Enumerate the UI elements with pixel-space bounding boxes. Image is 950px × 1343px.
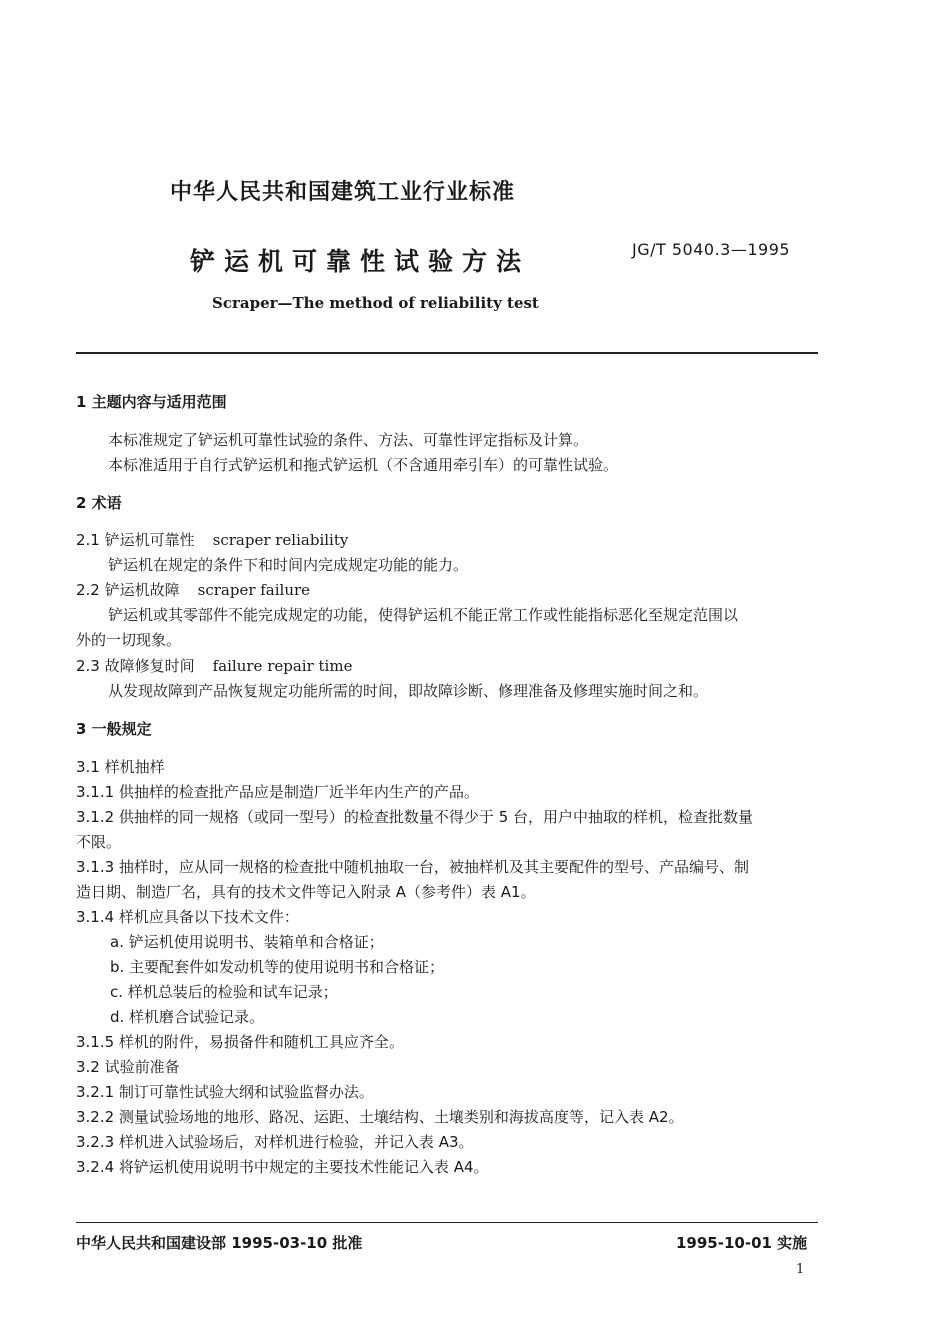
clause-3-1-4-item-a: a. 铲运机使用说明书、装箱单和合格证； (110, 933, 384, 951)
clause-3-2: 3.2 试验前准备 (76, 1058, 180, 1076)
clause-3-1-2-line-1: 3.1.2 供抽样的同一规格（或同一型号）的检查批数量不得少于 5 台，用户中抽取的样机，检查批数量 (76, 808, 754, 826)
section-1-paragraph-2: 本标准适用于自行式铲运机和拖式铲运机（不含通用牵引车）的可靠性试验。 (108, 456, 619, 474)
approval-date: 中华人民共和国建设部 1995-03-10 批准 (76, 1234, 363, 1252)
term-2-1-definition: 铲运机在规定的条件下和时间内完成规定功能的能力。 (108, 556, 469, 574)
term-2-3-heading: 2.3 故障修复时间 (76, 657, 195, 675)
clause-3-1: 3.1 样机抽样 (76, 758, 165, 776)
page-number: 1 (796, 1262, 805, 1277)
standard-code: JG/T 5040.3—1995 (632, 240, 791, 259)
term-2-3-english: failure repair time (212, 657, 353, 675)
document-title: 铲运机可靠性试验方法 (190, 247, 531, 276)
term-2-1-english: scraper reliability (212, 531, 349, 549)
clause-3-1-4: 3.1.4 样机应具备以下技术文件： (76, 908, 299, 926)
term-2-3-definition: 从发现故障到产品恢复规定功能所需的时间，即故障诊断、修理准备及修理实施时间之和。 (108, 682, 709, 700)
term-2-2-definition-line-2: 外的一切现象。 (76, 631, 182, 649)
effective-date: 1995-10-01 实施 (676, 1234, 808, 1252)
term-2-2-heading: 2.2 铲运机故障 (76, 581, 180, 599)
section-1-paragraph-1: 本标准规定了铲运机可靠性试验的条件、方法、可靠性评定指标及计算。 (108, 431, 589, 449)
term-2-2 (76, 580, 310, 600)
clause-3-1-1: 3.1.1 供抽样的检查批产品应是制造厂近半年内生产的产品。 (76, 783, 479, 801)
term-2-1-heading: 2.1 铲运机可靠性 (76, 531, 195, 549)
term-2-2-english: scraper failure (197, 581, 311, 599)
term-2-1 (76, 530, 348, 550)
section-1-heading: 1 主题内容与适用范围 (76, 393, 227, 411)
clause-3-1-3-line-2: 造日期、制造厂名，具有的技术文件等记入附录 A（参考件）表 A1。 (76, 883, 536, 901)
clause-3-2-2: 3.2.2 测量试验场地的地形、路况、运距、土壤结构、土壤类别和海拔高度等，记入表 A2。 (76, 1108, 684, 1126)
section-2-heading: 2 术语 (76, 494, 122, 512)
clause-3-2-3: 3.2.3 样机进入试验场后，对样机进行检验，并记入表 A3。 (76, 1133, 474, 1151)
clause-3-1-4-item-b: b. 主要配套件如发动机等的使用说明书和合格证； (110, 958, 445, 976)
clause-3-1-4-item-c: c. 样机总装后的检验和试车记录； (110, 983, 338, 1001)
clause-3-1-5: 3.1.5 样机的附件，易损备件和随机工具应齐全。 (76, 1033, 404, 1051)
header-divider (76, 352, 818, 354)
clause-3-1-2-line-2: 不限。 (76, 833, 122, 851)
clause-3-1-4-item-d: d. 样机磨合试验记录。 (110, 1008, 265, 1026)
english-title: Scraper—The method of reliability test (212, 294, 539, 312)
clause-3-2-4: 3.2.4 将铲运机使用说明书中规定的主要技术性能记入表 A4。 (76, 1158, 489, 1176)
term-2-2-definition-line-1: 铲运机或其零部件不能完成规定的功能，使得铲运机不能正常工作或性能指标恶化至规定范围以 (108, 606, 739, 624)
footer-divider (76, 1222, 818, 1223)
clause-3-1-3-line-1: 3.1.3 抽样时，应从同一规格的检查批中随机抽取一台，被抽样机及其主要配件的型号、产品编号、制 (76, 858, 749, 876)
term-2-3 (76, 656, 352, 676)
standard-title: 中华人民共和国建筑工业行业标准 (170, 180, 516, 205)
clause-3-2-1: 3.2.1 制订可靠性试验大纲和试验监督办法。 (76, 1083, 374, 1101)
section-3-heading: 3 一般规定 (76, 720, 152, 738)
